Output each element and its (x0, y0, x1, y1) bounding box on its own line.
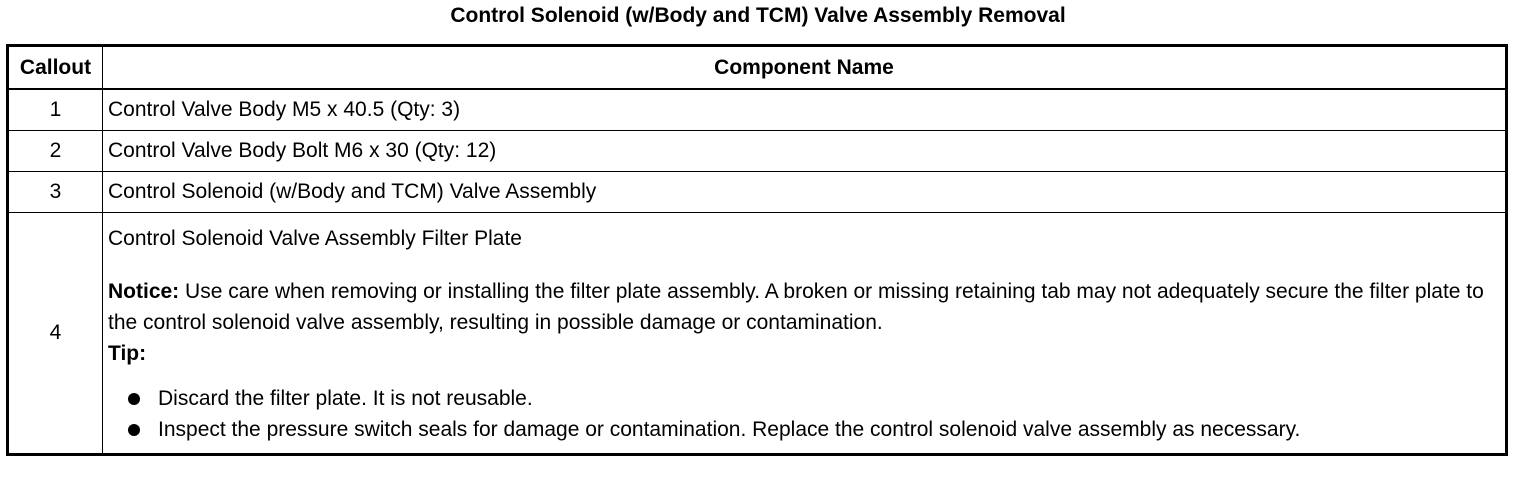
table-row (8, 89, 1507, 131)
page-title: Control Solenoid (w/Body and TCM) Valve Assembly Removal (450, 4, 1066, 27)
callout-number: 3 (8, 172, 103, 213)
notice-paragraph (108, 276, 1500, 338)
column-header-callout: Callout (8, 46, 103, 90)
table-row (8, 213, 1507, 455)
table-header-row (8, 46, 1507, 90)
callout-number: 4 (8, 213, 103, 455)
list-item (108, 414, 1500, 445)
column-header-component-name: Component Name (103, 46, 1507, 90)
tip-text: Discard the filter plate. It is not reusable. (158, 387, 533, 410)
component-name: Control Valve Body M5 x 40.5 (Qty: 3) (103, 89, 1507, 131)
tip-text: Inspect the pressure switch seals for damage or contamination. Replace the control solenoid valve assembly as necessary. (158, 418, 1301, 441)
tip-label: Tip: (108, 342, 147, 365)
tip-list (108, 383, 1500, 445)
bullet-icon (128, 393, 140, 405)
component-table (6, 44, 1508, 456)
notice-label: Notice: (108, 280, 180, 303)
callout-number: 2 (8, 131, 103, 172)
table-row (8, 131, 1507, 172)
component-name: Control Valve Body Bolt M6 x 30 (Qty: 12) (103, 131, 1507, 172)
component-name: Control Solenoid Valve Assembly Filter Plate (108, 227, 522, 250)
component-detail-cell (103, 213, 1507, 455)
component-name: Control Solenoid (w/Body and TCM) Valve Assembly (103, 172, 1507, 213)
callout-number: 1 (8, 89, 103, 131)
list-item (108, 383, 1500, 414)
table-row (8, 172, 1507, 213)
bullet-icon (128, 424, 140, 436)
notice-text: Use care when removing or installing the filter plate assembly. A broken or missing retaining tab may not adequately secure the filter plate to the control solenoid valve assembly, resulting in possible damage or contamination. (108, 280, 1484, 334)
